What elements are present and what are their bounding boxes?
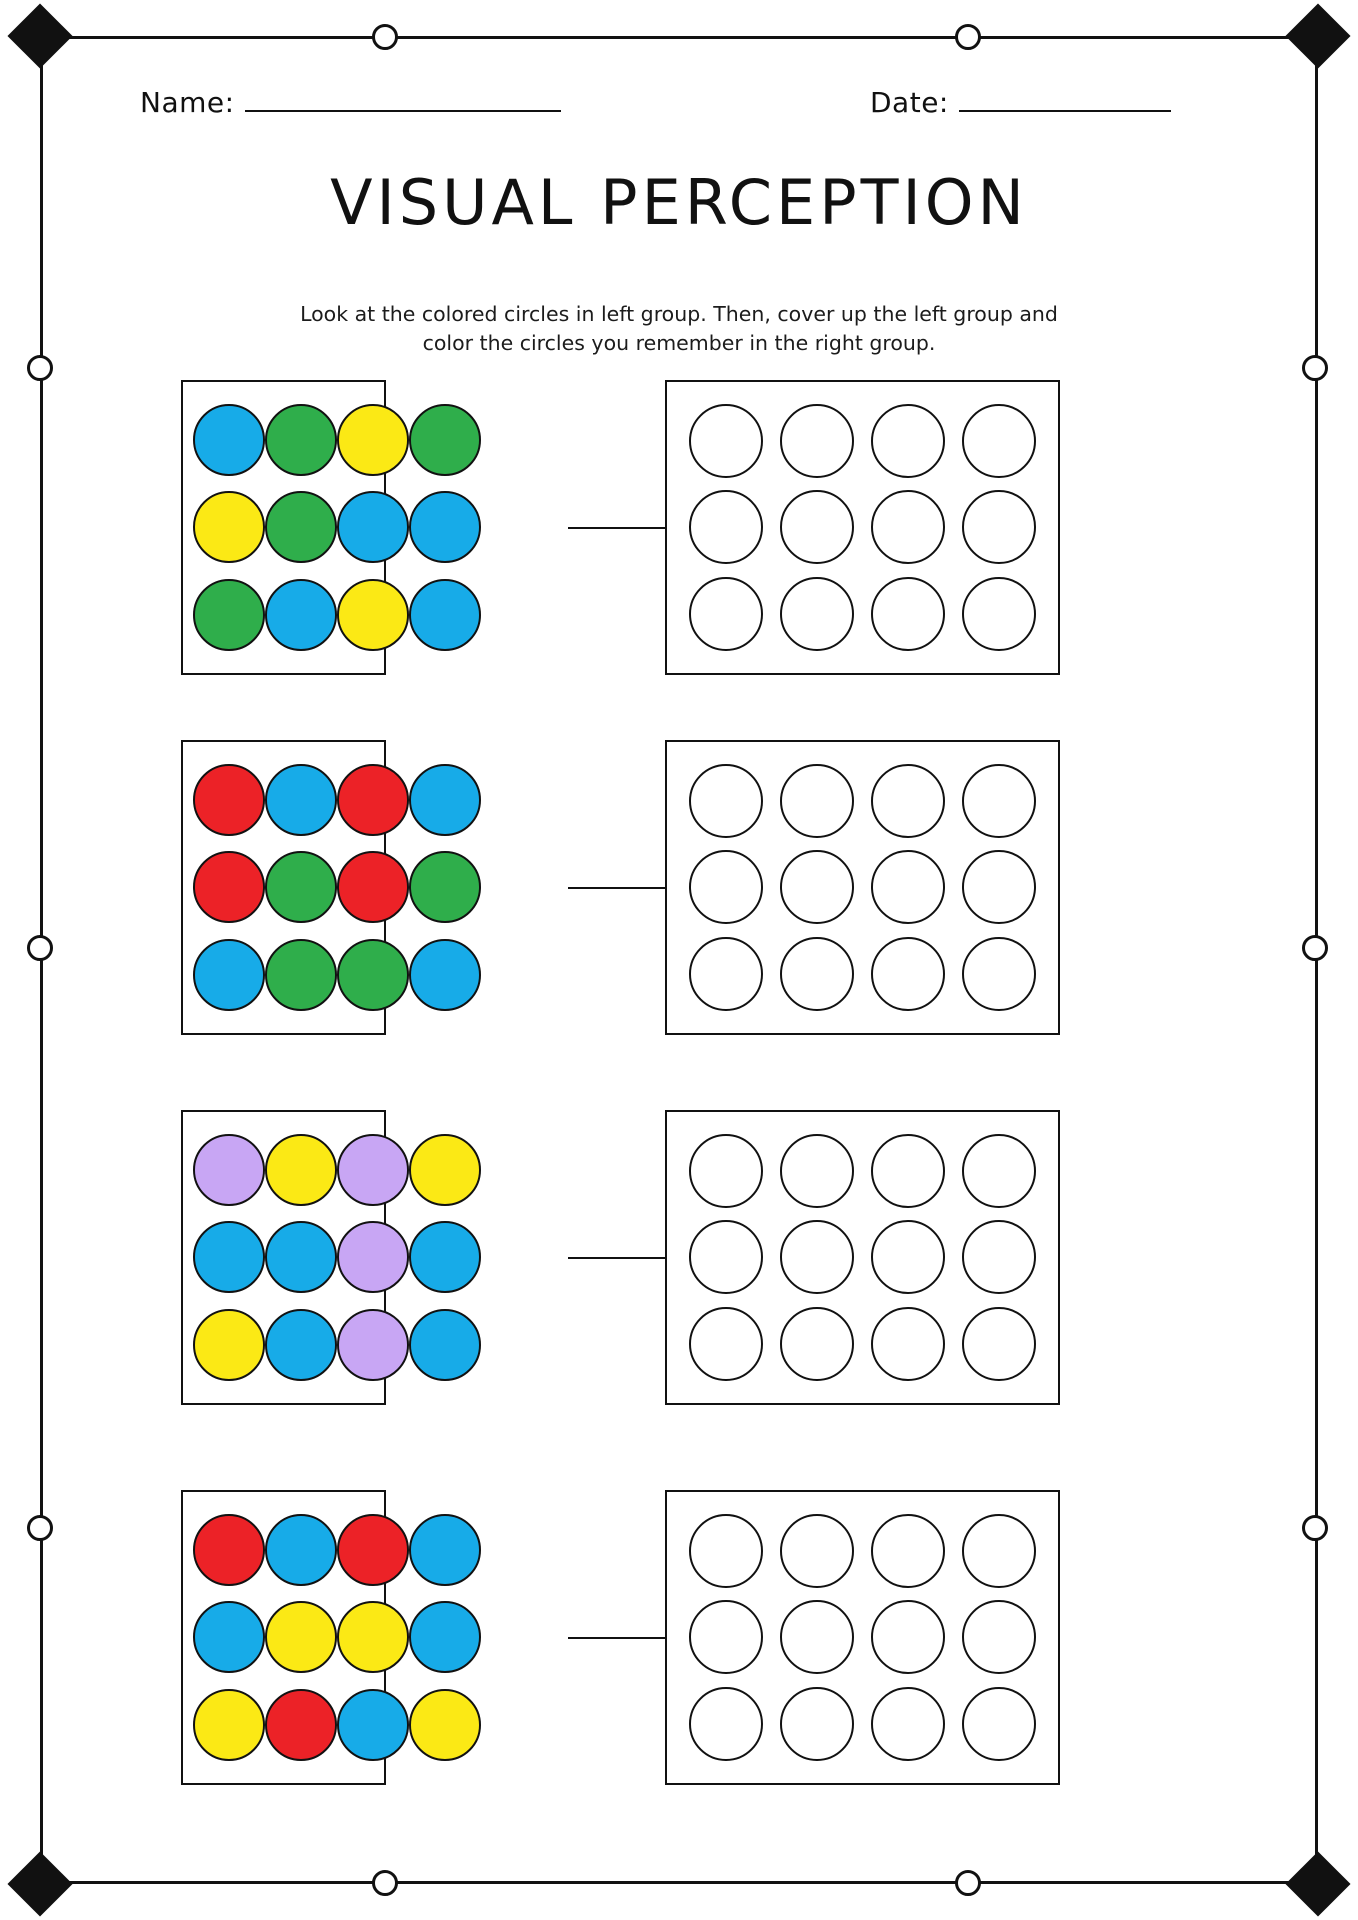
colored-circle xyxy=(193,1601,265,1673)
name-label: Name: xyxy=(140,86,235,119)
grid-cell xyxy=(953,484,1044,570)
grid-cell xyxy=(681,1214,772,1300)
blank-circle[interactable] xyxy=(871,1687,945,1761)
colored-circle xyxy=(337,1134,409,1206)
blank-circle[interactable] xyxy=(689,490,763,564)
blank-circle[interactable] xyxy=(871,404,945,478)
grid-cell xyxy=(863,484,954,570)
grid-cell xyxy=(863,758,954,844)
blank-circle[interactable] xyxy=(962,1134,1036,1208)
connector-line xyxy=(568,887,665,889)
colored-circle xyxy=(193,851,265,923)
page-title: VISUAL PERCEPTION xyxy=(330,166,1028,239)
colored-circle xyxy=(337,579,409,651)
grid-cell xyxy=(772,758,863,844)
grid-cell xyxy=(409,1681,481,1769)
grid-cell xyxy=(681,1508,772,1594)
grid-cell xyxy=(337,396,409,484)
grid-cell xyxy=(772,1301,863,1387)
blank-circle[interactable] xyxy=(871,937,945,1011)
grid-cell xyxy=(337,1681,409,1769)
answer-grid[interactable] xyxy=(665,1110,1060,1405)
name-field[interactable] xyxy=(140,82,561,119)
colored-circle xyxy=(265,1514,337,1586)
colored-circle xyxy=(337,1309,409,1381)
blank-circle[interactable] xyxy=(780,1134,854,1208)
grid-cell xyxy=(772,1128,863,1214)
blank-circle[interactable] xyxy=(871,1514,945,1588)
blank-circle[interactable] xyxy=(962,937,1036,1011)
grid-cell xyxy=(193,1594,265,1682)
colored-circle xyxy=(337,764,409,836)
colored-circle xyxy=(337,404,409,476)
reference-grid xyxy=(181,1110,386,1405)
grid-cell xyxy=(409,756,481,844)
colored-circle xyxy=(409,1689,481,1761)
grid-cell xyxy=(193,756,265,844)
grid-cell xyxy=(681,758,772,844)
grid-cell xyxy=(772,844,863,930)
grid-cell xyxy=(193,396,265,484)
grid-cell xyxy=(863,1594,954,1680)
colored-circle xyxy=(193,404,265,476)
grid-cell xyxy=(409,1126,481,1214)
grid-cell xyxy=(953,1594,1044,1680)
grid-cell xyxy=(681,484,772,570)
grid-cell xyxy=(863,844,954,930)
connector-line xyxy=(568,527,665,529)
blank-circle[interactable] xyxy=(871,1600,945,1674)
grid-cell xyxy=(953,758,1044,844)
blank-circle[interactable] xyxy=(871,577,945,651)
grid-cell xyxy=(772,398,863,484)
grid-cell xyxy=(193,1681,265,1769)
blank-circle[interactable] xyxy=(689,1307,763,1381)
grid-cell xyxy=(265,484,337,572)
grid-cell xyxy=(409,484,481,572)
grid-cell xyxy=(337,1594,409,1682)
colored-circle xyxy=(193,1134,265,1206)
blank-circle[interactable] xyxy=(962,1220,1036,1294)
grid-cell xyxy=(409,931,481,1019)
colored-circle xyxy=(265,404,337,476)
grid-cell xyxy=(681,1301,772,1387)
grid-cell xyxy=(265,1126,337,1214)
colored-circle xyxy=(409,1309,481,1381)
grid-cell xyxy=(193,1214,265,1302)
grid-cell xyxy=(953,571,1044,657)
blank-circle[interactable] xyxy=(780,1687,854,1761)
edge-circle-marker xyxy=(372,1870,398,1896)
blank-circle[interactable] xyxy=(689,1220,763,1294)
grid-cell xyxy=(681,1128,772,1214)
blank-circle[interactable] xyxy=(780,1514,854,1588)
grid-cell xyxy=(863,1301,954,1387)
colored-circle xyxy=(193,939,265,1011)
grid-cell xyxy=(265,396,337,484)
blank-circle[interactable] xyxy=(962,1307,1036,1381)
grid-cell xyxy=(409,1506,481,1594)
blank-circle[interactable] xyxy=(962,850,1036,924)
colored-circle xyxy=(409,491,481,563)
edge-circle-marker xyxy=(27,355,53,381)
grid-cell xyxy=(681,844,772,930)
blank-circle[interactable] xyxy=(962,1687,1036,1761)
blank-circle[interactable] xyxy=(689,937,763,1011)
colored-circle xyxy=(409,939,481,1011)
colored-circle xyxy=(409,1221,481,1293)
grid-cell xyxy=(772,1594,863,1680)
colored-circle xyxy=(409,1514,481,1586)
grid-cell xyxy=(953,398,1044,484)
grid-cell xyxy=(953,1301,1044,1387)
grid-cell xyxy=(681,1681,772,1767)
grid-cell xyxy=(863,931,954,1017)
date-label: Date: xyxy=(870,86,949,119)
grid-cell xyxy=(772,1214,863,1300)
grid-cell xyxy=(772,931,863,1017)
blank-circle[interactable] xyxy=(689,404,763,478)
grid-cell xyxy=(953,1508,1044,1594)
reference-grid xyxy=(181,1490,386,1785)
date-input-line[interactable] xyxy=(959,82,1171,112)
grid-cell xyxy=(337,1506,409,1594)
blank-circle[interactable] xyxy=(689,1600,763,1674)
grid-cell xyxy=(863,571,954,657)
blank-circle[interactable] xyxy=(780,937,854,1011)
colored-circle xyxy=(409,579,481,651)
edge-circle-marker xyxy=(372,24,398,50)
grid-cell xyxy=(337,1126,409,1214)
blank-circle[interactable] xyxy=(962,1600,1036,1674)
colored-circle xyxy=(409,1601,481,1673)
colored-circle xyxy=(265,939,337,1011)
grid-cell xyxy=(265,1506,337,1594)
blank-circle[interactable] xyxy=(871,850,945,924)
answer-grid[interactable] xyxy=(665,380,1060,675)
blank-circle[interactable] xyxy=(780,490,854,564)
blank-circle[interactable] xyxy=(689,577,763,651)
colored-circle xyxy=(265,1309,337,1381)
reference-grid xyxy=(181,740,386,1035)
colored-circle xyxy=(409,1134,481,1206)
blank-circle[interactable] xyxy=(871,1220,945,1294)
grid-cell xyxy=(265,571,337,659)
blank-circle[interactable] xyxy=(689,1134,763,1208)
blank-circle[interactable] xyxy=(780,764,854,838)
puzzle-row xyxy=(0,380,1358,680)
colored-circle xyxy=(193,1309,265,1381)
grid-cell xyxy=(193,484,265,572)
blank-circle[interactable] xyxy=(962,1514,1036,1588)
grid-cell xyxy=(337,571,409,659)
grid-cell xyxy=(953,1681,1044,1767)
grid-cell xyxy=(863,1214,954,1300)
blank-circle[interactable] xyxy=(780,1220,854,1294)
grid-cell xyxy=(193,571,265,659)
grid-cell xyxy=(772,1681,863,1767)
colored-circle xyxy=(265,1601,337,1673)
colored-circle xyxy=(337,939,409,1011)
grid-cell xyxy=(265,931,337,1019)
colored-circle xyxy=(265,1221,337,1293)
grid-cell xyxy=(409,844,481,932)
blank-circle[interactable] xyxy=(962,577,1036,651)
blank-circle[interactable] xyxy=(962,764,1036,838)
puzzle-row xyxy=(0,1490,1358,1790)
grid-cell xyxy=(681,398,772,484)
reference-grid xyxy=(181,380,386,675)
grid-cell xyxy=(409,1301,481,1389)
grid-cell xyxy=(337,1301,409,1389)
grid-cell xyxy=(772,571,863,657)
edge-circle-marker xyxy=(1302,355,1328,381)
blank-circle[interactable] xyxy=(780,850,854,924)
grid-cell xyxy=(863,1681,954,1767)
colored-circle xyxy=(193,1221,265,1293)
blank-circle[interactable] xyxy=(871,490,945,564)
colored-circle xyxy=(337,491,409,563)
blank-circle[interactable] xyxy=(780,577,854,651)
grid-cell xyxy=(337,1214,409,1302)
puzzle-row xyxy=(0,1110,1358,1410)
colored-circle xyxy=(265,1134,337,1206)
colored-circle xyxy=(193,579,265,651)
blank-circle[interactable] xyxy=(689,764,763,838)
grid-cell xyxy=(337,844,409,932)
colored-circle xyxy=(265,851,337,923)
blank-circle[interactable] xyxy=(780,1600,854,1674)
colored-circle xyxy=(337,851,409,923)
grid-cell xyxy=(337,931,409,1019)
colored-circle xyxy=(409,851,481,923)
colored-circle xyxy=(265,491,337,563)
grid-cell xyxy=(409,396,481,484)
grid-cell xyxy=(265,1594,337,1682)
colored-circle xyxy=(193,1514,265,1586)
grid-cell xyxy=(409,1594,481,1682)
grid-cell xyxy=(193,1126,265,1214)
grid-cell xyxy=(681,571,772,657)
colored-circle xyxy=(193,491,265,563)
grid-cell xyxy=(193,1506,265,1594)
answer-grid[interactable] xyxy=(665,740,1060,1035)
name-input-line[interactable] xyxy=(245,82,561,112)
colored-circle xyxy=(265,764,337,836)
grid-cell xyxy=(337,484,409,572)
grid-cell xyxy=(409,571,481,659)
blank-circle[interactable] xyxy=(780,404,854,478)
grid-cell xyxy=(265,756,337,844)
colored-circle xyxy=(265,579,337,651)
colored-circle xyxy=(337,1689,409,1761)
colored-circle xyxy=(265,1689,337,1761)
grid-cell xyxy=(265,1681,337,1769)
grid-cell xyxy=(265,844,337,932)
grid-cell xyxy=(193,931,265,1019)
grid-cell xyxy=(193,844,265,932)
blank-circle[interactable] xyxy=(689,850,763,924)
grid-cell xyxy=(863,1508,954,1594)
grid-cell xyxy=(863,1128,954,1214)
grid-cell xyxy=(953,1214,1044,1300)
grid-cell xyxy=(681,931,772,1017)
colored-circle xyxy=(409,404,481,476)
blank-circle[interactable] xyxy=(962,490,1036,564)
grid-cell xyxy=(681,1594,772,1680)
grid-cell xyxy=(953,844,1044,930)
connector-line xyxy=(568,1637,665,1639)
colored-circle xyxy=(337,1221,409,1293)
date-field[interactable] xyxy=(870,82,1171,119)
grid-cell xyxy=(772,1508,863,1594)
grid-cell xyxy=(265,1301,337,1389)
edge-circle-marker xyxy=(955,1870,981,1896)
header-fields xyxy=(130,82,1230,128)
blank-circle[interactable] xyxy=(780,1307,854,1381)
answer-grid[interactable] xyxy=(665,1490,1060,1785)
puzzle-row xyxy=(0,740,1358,1040)
grid-cell xyxy=(953,931,1044,1017)
grid-cell xyxy=(193,1301,265,1389)
blank-circle[interactable] xyxy=(871,1307,945,1381)
blank-circle[interactable] xyxy=(871,764,945,838)
blank-circle[interactable] xyxy=(689,1514,763,1588)
edge-circle-marker xyxy=(955,24,981,50)
grid-cell xyxy=(265,1214,337,1302)
grid-cell xyxy=(409,1214,481,1302)
colored-circle xyxy=(193,1689,265,1761)
grid-cell xyxy=(772,484,863,570)
blank-circle[interactable] xyxy=(689,1687,763,1761)
colored-circle xyxy=(409,764,481,836)
connector-line xyxy=(568,1257,665,1259)
colored-circle xyxy=(337,1601,409,1673)
grid-cell xyxy=(337,756,409,844)
blank-circle[interactable] xyxy=(871,1134,945,1208)
blank-circle[interactable] xyxy=(962,404,1036,478)
grid-cell xyxy=(863,398,954,484)
colored-circle xyxy=(193,764,265,836)
colored-circle xyxy=(337,1514,409,1586)
grid-cell xyxy=(953,1128,1044,1214)
instructions-text: Look at the colored circles in left group. Then, cover up the left group and color the circles you remember in the right group. xyxy=(300,302,1058,356)
